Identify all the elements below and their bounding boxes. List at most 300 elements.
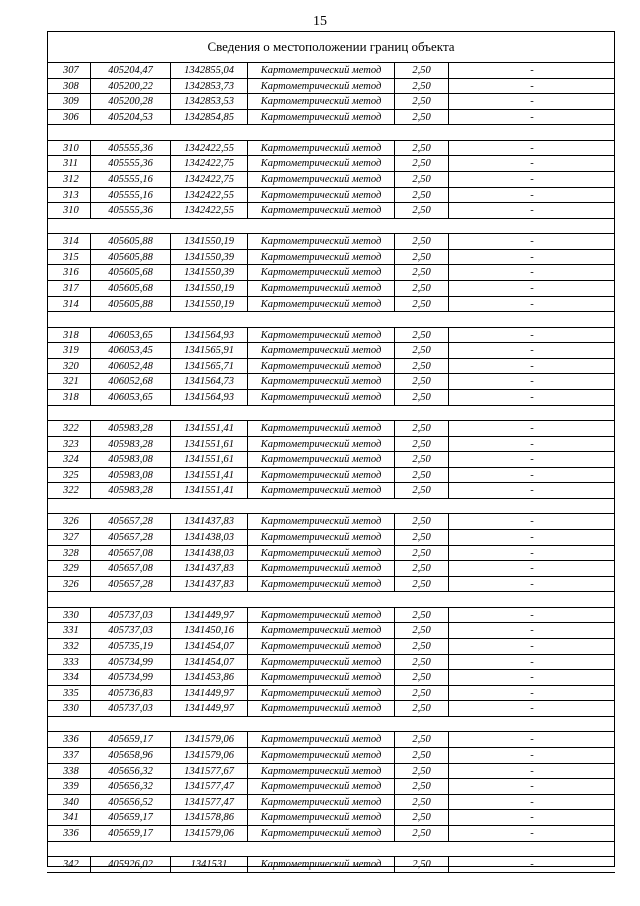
table-row bbox=[47, 732, 615, 748]
table-row bbox=[47, 250, 615, 266]
table-row bbox=[47, 94, 615, 110]
method-cell: Картометрический метод bbox=[248, 328, 395, 343]
x-coordinate-cell: 405555,16 bbox=[91, 188, 171, 203]
point-number-cell: 316 bbox=[47, 265, 91, 280]
y-coordinate-cell: 1341551,61 bbox=[171, 452, 248, 467]
description-cell: - bbox=[530, 532, 534, 543]
description-cell: - bbox=[530, 111, 534, 123]
x-coordinate-cell: 405659,17 bbox=[91, 732, 171, 747]
description-cell: - bbox=[530, 765, 534, 777]
precision-cell: 2,50 bbox=[395, 748, 449, 763]
description-cell: - bbox=[530, 469, 534, 481]
precision-cell: 2,50 bbox=[395, 437, 449, 452]
x-coordinate-cell: 405736,83 bbox=[91, 686, 171, 701]
x-coordinate-cell: 405926,02 bbox=[91, 857, 171, 872]
description-cell: - bbox=[530, 828, 534, 839]
x-coordinate-cell: 405737,03 bbox=[91, 608, 171, 623]
description-cell: - bbox=[530, 812, 534, 824]
method-cell: Картометрический метод bbox=[248, 764, 395, 779]
precision-cell: 2,50 bbox=[395, 188, 449, 203]
description-cell: - bbox=[530, 158, 534, 170]
x-coordinate-cell: 405659,17 bbox=[91, 826, 171, 841]
y-coordinate-cell: 1341437,83 bbox=[171, 514, 248, 529]
table-row bbox=[47, 608, 615, 624]
method-cell: Картометрический метод bbox=[248, 530, 395, 545]
precision-cell: 2,50 bbox=[395, 79, 449, 94]
point-number-cell: 318 bbox=[47, 328, 91, 343]
method-cell: Картометрический метод bbox=[248, 701, 395, 716]
y-coordinate-cell: 1341577,47 bbox=[171, 795, 248, 810]
table-row bbox=[47, 390, 615, 406]
precision-cell: 2,50 bbox=[395, 483, 449, 498]
description-cell: - bbox=[530, 298, 534, 310]
precision-cell: 2,50 bbox=[395, 172, 449, 187]
table-row bbox=[47, 686, 615, 702]
x-coordinate-cell: 405734,99 bbox=[91, 670, 171, 685]
y-coordinate-cell: 1342422,55 bbox=[171, 203, 248, 218]
table-row bbox=[47, 172, 615, 188]
point-number-cell: 329 bbox=[47, 561, 91, 576]
point-number-cell: 327 bbox=[47, 530, 91, 545]
precision-cell: 2,50 bbox=[395, 203, 449, 218]
table-row bbox=[47, 343, 615, 359]
precision-cell: 2,50 bbox=[395, 250, 449, 265]
description-cell: - bbox=[530, 641, 534, 652]
table-row bbox=[47, 577, 615, 593]
point-number-cell: 333 bbox=[47, 655, 91, 670]
point-number-cell: 330 bbox=[47, 701, 91, 716]
y-coordinate-cell: 1342422,75 bbox=[171, 156, 248, 171]
x-coordinate-cell: 405657,28 bbox=[91, 514, 171, 529]
table-row bbox=[47, 483, 615, 499]
method-cell: Картометрический метод bbox=[248, 421, 395, 436]
x-coordinate-cell: 405658,96 bbox=[91, 748, 171, 763]
point-number-cell: 326 bbox=[47, 514, 91, 529]
table-row bbox=[47, 701, 615, 717]
page-number: 15 bbox=[313, 14, 327, 29]
x-coordinate-cell: 406053,65 bbox=[91, 390, 171, 405]
point-number-cell: 315 bbox=[47, 250, 91, 265]
y-coordinate-cell: 1341551,41 bbox=[171, 483, 248, 498]
description-cell: - bbox=[530, 454, 534, 466]
table-row bbox=[47, 561, 615, 577]
method-cell: Картометрический метод bbox=[248, 623, 395, 638]
point-number-cell: 313 bbox=[47, 188, 91, 203]
method-cell: Картометрический метод bbox=[248, 390, 395, 405]
table-row bbox=[47, 156, 615, 172]
x-coordinate-cell: 405204,53 bbox=[91, 110, 171, 125]
description-cell: - bbox=[530, 734, 534, 746]
y-coordinate-cell: 1341438,03 bbox=[171, 546, 248, 561]
point-number-cell: 320 bbox=[47, 359, 91, 374]
point-number-cell: 321 bbox=[47, 374, 91, 389]
point-number-cell: 341 bbox=[47, 810, 91, 825]
table-row bbox=[47, 265, 615, 281]
y-coordinate-cell: 1341564,73 bbox=[171, 374, 248, 389]
description-cell: - bbox=[530, 376, 534, 388]
point-number-cell: 306 bbox=[47, 110, 91, 125]
method-cell: Картометрический метод bbox=[248, 857, 395, 872]
y-coordinate-cell: 1341450,16 bbox=[171, 623, 248, 638]
y-coordinate-cell: 1342853,53 bbox=[171, 94, 248, 109]
method-cell: Картометрический метод bbox=[248, 156, 395, 171]
table-row bbox=[47, 623, 615, 639]
table-row bbox=[47, 810, 615, 826]
point-number-cell: 328 bbox=[47, 546, 91, 561]
precision-cell: 2,50 bbox=[395, 234, 449, 249]
y-coordinate-cell: 1341579,06 bbox=[171, 826, 248, 841]
precision-cell: 2,50 bbox=[395, 530, 449, 545]
y-coordinate-cell: 1342855,04 bbox=[171, 63, 248, 78]
x-coordinate-cell: 405983,08 bbox=[91, 468, 171, 483]
method-cell: Картометрический метод bbox=[248, 359, 395, 374]
y-coordinate-cell: 1341454,07 bbox=[171, 639, 248, 654]
group-separator bbox=[47, 312, 615, 327]
table-row bbox=[47, 110, 615, 126]
precision-cell: 2,50 bbox=[395, 514, 449, 529]
point-number-cell: 307 bbox=[47, 63, 91, 78]
point-number-cell: 337 bbox=[47, 748, 91, 763]
method-cell: Картометрический метод bbox=[248, 188, 395, 203]
description-cell: - bbox=[530, 142, 534, 154]
x-coordinate-cell: 405734,99 bbox=[91, 655, 171, 670]
table-row bbox=[47, 779, 615, 795]
method-cell: Картометрический метод bbox=[248, 577, 395, 592]
description-cell: - bbox=[530, 283, 534, 294]
table-row bbox=[47, 437, 615, 453]
precision-cell: 2,50 bbox=[395, 857, 449, 872]
description-cell: - bbox=[530, 625, 534, 637]
table-row bbox=[47, 421, 615, 437]
y-coordinate-cell: 1341449,97 bbox=[171, 608, 248, 623]
description-cell: - bbox=[530, 438, 534, 450]
description-cell: - bbox=[530, 687, 534, 699]
precision-cell: 2,50 bbox=[395, 265, 449, 280]
table-row bbox=[47, 764, 615, 780]
precision-cell: 2,50 bbox=[395, 141, 449, 156]
y-coordinate-cell: 1341438,03 bbox=[171, 530, 248, 545]
x-coordinate-cell: 406053,45 bbox=[91, 343, 171, 358]
table-row bbox=[47, 795, 615, 811]
method-cell: Картометрический метод bbox=[248, 63, 395, 78]
precision-cell: 2,50 bbox=[395, 655, 449, 670]
point-number-cell: 322 bbox=[47, 483, 91, 498]
x-coordinate-cell: 406052,48 bbox=[91, 359, 171, 374]
point-number-cell: 308 bbox=[47, 79, 91, 94]
point-number-cell: 332 bbox=[47, 639, 91, 654]
x-coordinate-cell: 405737,03 bbox=[91, 623, 171, 638]
point-number-cell: 322 bbox=[47, 421, 91, 436]
method-cell: Картометрический метод bbox=[248, 203, 395, 218]
method-cell: Картометрический метод bbox=[248, 514, 395, 529]
point-number-cell: 336 bbox=[47, 826, 91, 841]
y-coordinate-cell: 1341454,07 bbox=[171, 655, 248, 670]
precision-cell: 2,50 bbox=[395, 374, 449, 389]
y-coordinate-cell: 1342422,55 bbox=[171, 188, 248, 203]
method-cell: Картометрический метод bbox=[248, 468, 395, 483]
description-cell: - bbox=[530, 563, 534, 575]
point-number-cell: 319 bbox=[47, 343, 91, 358]
precision-cell: 2,50 bbox=[395, 764, 449, 779]
precision-cell: 2,50 bbox=[395, 686, 449, 701]
precision-cell: 2,50 bbox=[395, 810, 449, 825]
y-coordinate-cell: 1341449,97 bbox=[171, 701, 248, 716]
precision-cell: 2,50 bbox=[395, 63, 449, 78]
group-separator bbox=[47, 842, 615, 857]
method-cell: Картометрический метод bbox=[248, 655, 395, 670]
point-number-cell: 340 bbox=[47, 795, 91, 810]
x-coordinate-cell: 405656,32 bbox=[91, 779, 171, 794]
description-cell: - bbox=[530, 329, 534, 341]
table-row bbox=[47, 639, 615, 655]
table-row bbox=[47, 514, 615, 530]
x-coordinate-cell: 405555,36 bbox=[91, 141, 171, 156]
precision-cell: 2,50 bbox=[395, 826, 449, 841]
method-cell: Картометрический метод bbox=[248, 546, 395, 561]
precision-cell: 2,50 bbox=[395, 732, 449, 747]
precision-cell: 2,50 bbox=[395, 577, 449, 592]
x-coordinate-cell: 405657,28 bbox=[91, 577, 171, 592]
method-cell: Картометрический метод bbox=[248, 639, 395, 654]
y-coordinate-cell: 1341437,83 bbox=[171, 561, 248, 576]
description-cell: - bbox=[530, 189, 534, 201]
x-coordinate-cell: 405605,68 bbox=[91, 281, 171, 296]
description-cell: - bbox=[530, 750, 534, 761]
table-row bbox=[47, 328, 615, 344]
method-cell: Картометрический метод bbox=[248, 779, 395, 794]
method-cell: Картометрический метод bbox=[248, 686, 395, 701]
y-coordinate-cell: 1341564,93 bbox=[171, 328, 248, 343]
y-coordinate-cell: 1341550,19 bbox=[171, 297, 248, 312]
point-number-cell: 330 bbox=[47, 608, 91, 623]
point-number-cell: 309 bbox=[47, 94, 91, 109]
table-row bbox=[47, 468, 615, 484]
method-cell: Картометрический метод bbox=[248, 810, 395, 825]
table-row bbox=[47, 670, 615, 686]
precision-cell: 2,50 bbox=[395, 297, 449, 312]
description-cell: - bbox=[530, 392, 534, 403]
point-number-cell: 331 bbox=[47, 623, 91, 638]
method-cell: Картометрический метод bbox=[248, 141, 395, 156]
x-coordinate-cell: 405200,22 bbox=[91, 79, 171, 94]
table-row bbox=[47, 452, 615, 468]
point-number-cell: 338 bbox=[47, 764, 91, 779]
y-coordinate-cell: 1341550,39 bbox=[171, 265, 248, 280]
point-number-cell: 336 bbox=[47, 732, 91, 747]
method-cell: Картометрический метод bbox=[248, 748, 395, 763]
description-cell: - bbox=[530, 236, 534, 248]
precision-cell: 2,50 bbox=[395, 281, 449, 296]
table-row bbox=[47, 234, 615, 250]
x-coordinate-cell: 405555,36 bbox=[91, 156, 171, 171]
method-cell: Картометрический метод bbox=[248, 670, 395, 685]
precision-cell: 2,50 bbox=[395, 639, 449, 654]
x-coordinate-cell: 405983,28 bbox=[91, 421, 171, 436]
point-number-cell: 312 bbox=[47, 172, 91, 187]
method-cell: Картометрический метод bbox=[248, 234, 395, 249]
point-number-cell: 317 bbox=[47, 281, 91, 296]
y-coordinate-cell: 1342853,73 bbox=[171, 79, 248, 94]
table-row bbox=[47, 203, 615, 219]
y-coordinate-cell: 1341579,06 bbox=[171, 748, 248, 763]
point-number-cell: 326 bbox=[47, 577, 91, 592]
table-row bbox=[47, 748, 615, 764]
x-coordinate-cell: 405605,88 bbox=[91, 250, 171, 265]
table-row bbox=[47, 857, 615, 873]
method-cell: Картометрический метод bbox=[248, 452, 395, 467]
method-cell: Картометрический метод bbox=[248, 483, 395, 498]
precision-cell: 2,50 bbox=[395, 421, 449, 436]
precision-cell: 2,50 bbox=[395, 546, 449, 561]
y-coordinate-cell: 1341564,93 bbox=[171, 390, 248, 405]
point-number-cell: 323 bbox=[47, 437, 91, 452]
group-separator bbox=[47, 717, 615, 732]
precision-cell: 2,50 bbox=[395, 779, 449, 794]
description-cell: - bbox=[530, 547, 534, 559]
point-number-cell: 310 bbox=[47, 141, 91, 156]
description-cell: - bbox=[530, 656, 534, 668]
precision-cell: 2,50 bbox=[395, 561, 449, 576]
description-cell: - bbox=[530, 423, 534, 434]
y-coordinate-cell: 1341577,67 bbox=[171, 764, 248, 779]
precision-cell: 2,50 bbox=[395, 94, 449, 109]
x-coordinate-cell: 405555,36 bbox=[91, 203, 171, 218]
x-coordinate-cell: 405204,47 bbox=[91, 63, 171, 78]
point-number-cell: 318 bbox=[47, 390, 91, 405]
description-cell: - bbox=[530, 174, 534, 185]
y-coordinate-cell: 1341437,83 bbox=[171, 577, 248, 592]
method-cell: Картометрический метод bbox=[248, 250, 395, 265]
method-cell: Картометрический метод bbox=[248, 732, 395, 747]
group-separator bbox=[47, 592, 615, 607]
point-number-cell: 334 bbox=[47, 670, 91, 685]
precision-cell: 2,50 bbox=[395, 390, 449, 405]
description-cell: - bbox=[530, 609, 534, 621]
description-cell: - bbox=[530, 267, 534, 279]
y-coordinate-cell: 1341453,86 bbox=[171, 670, 248, 685]
method-cell: Картометрический метод bbox=[248, 110, 395, 125]
table-row bbox=[47, 826, 615, 842]
x-coordinate-cell: 405200,28 bbox=[91, 94, 171, 109]
x-coordinate-cell: 406052,68 bbox=[91, 374, 171, 389]
method-cell: Картометрический метод bbox=[248, 437, 395, 452]
table-row bbox=[47, 297, 615, 313]
group-separator bbox=[47, 125, 615, 140]
description-cell: - bbox=[530, 703, 534, 715]
point-number-cell: 324 bbox=[47, 452, 91, 467]
precision-cell: 2,50 bbox=[395, 670, 449, 685]
precision-cell: 2,50 bbox=[395, 343, 449, 358]
y-coordinate-cell: 1341577,47 bbox=[171, 779, 248, 794]
x-coordinate-cell: 405657,08 bbox=[91, 561, 171, 576]
table-row bbox=[47, 546, 615, 562]
table-title: Сведения о местоположении границ объекта bbox=[47, 31, 615, 63]
precision-cell: 2,50 bbox=[395, 359, 449, 374]
description-cell: - bbox=[530, 672, 534, 684]
description-cell: - bbox=[530, 781, 534, 793]
y-coordinate-cell: 1341565,71 bbox=[171, 359, 248, 374]
y-coordinate-cell: 1341449,97 bbox=[171, 686, 248, 701]
table-row bbox=[47, 374, 615, 390]
table-row bbox=[47, 141, 615, 157]
point-number-cell: 314 bbox=[47, 234, 91, 249]
point-number-cell: 314 bbox=[47, 297, 91, 312]
precision-cell: 2,50 bbox=[395, 701, 449, 716]
method-cell: Картометрический метод bbox=[248, 297, 395, 312]
y-coordinate-cell: 1341551,61 bbox=[171, 437, 248, 452]
precision-cell: 2,50 bbox=[395, 328, 449, 343]
y-coordinate-cell: 1342854,85 bbox=[171, 110, 248, 125]
point-number-cell: 339 bbox=[47, 779, 91, 794]
description-cell: - bbox=[530, 80, 534, 92]
description-cell: - bbox=[530, 485, 534, 497]
point-number-cell: 311 bbox=[47, 156, 91, 171]
x-coordinate-cell: 405735,19 bbox=[91, 639, 171, 654]
description-cell: - bbox=[530, 516, 534, 528]
x-coordinate-cell: 405657,28 bbox=[91, 530, 171, 545]
point-number-cell: 335 bbox=[47, 686, 91, 701]
description-cell: - bbox=[530, 578, 534, 590]
x-coordinate-cell: 405659,17 bbox=[91, 810, 171, 825]
description-cell: - bbox=[530, 859, 534, 870]
method-cell: Картометрический метод bbox=[248, 172, 395, 187]
y-coordinate-cell: 1341531 bbox=[171, 857, 248, 872]
method-cell: Картометрический метод bbox=[248, 79, 395, 94]
x-coordinate-cell: 405605,88 bbox=[91, 234, 171, 249]
point-number-cell: 342 bbox=[47, 857, 91, 872]
method-cell: Картометрический метод bbox=[248, 94, 395, 109]
x-coordinate-cell: 406053,65 bbox=[91, 328, 171, 343]
x-coordinate-cell: 405656,32 bbox=[91, 764, 171, 779]
x-coordinate-cell: 405605,88 bbox=[91, 297, 171, 312]
y-coordinate-cell: 1341578,86 bbox=[171, 810, 248, 825]
point-number-cell: 310 bbox=[47, 203, 91, 218]
x-coordinate-cell: 405983,28 bbox=[91, 437, 171, 452]
precision-cell: 2,50 bbox=[395, 623, 449, 638]
group-separator bbox=[47, 406, 615, 421]
precision-cell: 2,50 bbox=[395, 452, 449, 467]
description-cell: - bbox=[530, 251, 534, 263]
table-row bbox=[47, 359, 615, 375]
precision-cell: 2,50 bbox=[395, 468, 449, 483]
table-row bbox=[47, 281, 615, 297]
description-cell: - bbox=[530, 65, 534, 76]
description-cell: - bbox=[530, 796, 534, 808]
method-cell: Картометрический метод bbox=[248, 561, 395, 576]
group-separator bbox=[47, 499, 615, 514]
description-cell: - bbox=[530, 96, 534, 108]
description-cell: - bbox=[530, 205, 534, 217]
y-coordinate-cell: 1341550,19 bbox=[171, 234, 248, 249]
y-coordinate-cell: 1342422,55 bbox=[171, 141, 248, 156]
x-coordinate-cell: 405983,08 bbox=[91, 452, 171, 467]
y-coordinate-cell: 1341550,39 bbox=[171, 250, 248, 265]
description-cell: - bbox=[530, 360, 534, 372]
table-row bbox=[47, 188, 615, 204]
precision-cell: 2,50 bbox=[395, 110, 449, 125]
x-coordinate-cell: 405657,08 bbox=[91, 546, 171, 561]
table-row bbox=[47, 655, 615, 671]
y-coordinate-cell: 1341579,06 bbox=[171, 732, 248, 747]
table-row bbox=[47, 79, 615, 95]
group-separator bbox=[47, 219, 615, 234]
precision-cell: 2,50 bbox=[395, 608, 449, 623]
method-cell: Картометрический метод bbox=[248, 826, 395, 841]
method-cell: Картометрический метод bbox=[248, 374, 395, 389]
x-coordinate-cell: 405983,28 bbox=[91, 483, 171, 498]
y-coordinate-cell: 1342422,75 bbox=[171, 172, 248, 187]
x-coordinate-cell: 405737,03 bbox=[91, 701, 171, 716]
